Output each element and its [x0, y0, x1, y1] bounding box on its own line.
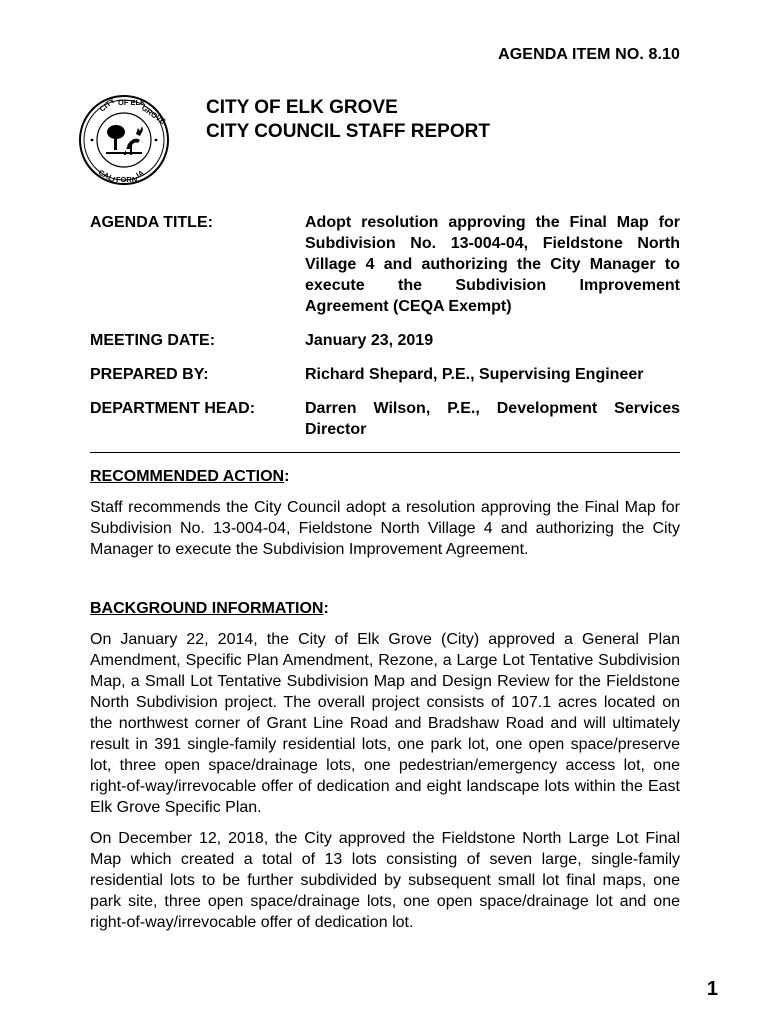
background-paragraph-2: On December 12, 2018, the City approved the Fieldstone North Large Lot Final Map which created a total of 13 lots consisting of seven large, single-family residential lots to be further subdivided by subsequent small lot final maps, one park site, three open space/drainage lots, one open space/drainage lot and one right-of-way/irrevocable offer of dedication lot.: [90, 830, 680, 931]
background-paragraph-1: On January 22, 2014, the City of Elk Grove (City) approved a General Plan Amendment, Specific Plan Amendment, Rezone, a Large Lot Tentative Subdivision Map, a Small Lot Tentative Subdivision Map and Design Review for the Fieldstone North Subdivision project. The overall project consists of 107.1 acres located on the northwest corner of Grant Line Road and Bradshaw Road and will ultimately result in 391 single-family residential lots, one park lot, one open space/preserve lot, three open space/drainage lots, one pedestrian/emergency access lot, one right-of-way/irrevocable offer of dedication and eight landscape lots within the East Elk Grove Specific Plan.: [90, 631, 680, 816]
agenda-title-row: [90, 212, 680, 317]
recommended-action-text: Staff recommends the City Council adopt a resolution approving the Final Map for Subdivision No. 13-004-04, Fieldstone North Village 4 and authorizing the City Manager to execute the Subdivision Improvement Agreement.: [90, 499, 680, 558]
background-heading: BACKGROUND INFORMATION:: [90, 600, 329, 617]
prepared-by-value: Richard Shepard, P.E., Supervising Engineer: [305, 366, 644, 383]
meeting-date-value: January 23, 2019: [305, 332, 434, 349]
section-divider: [90, 452, 680, 453]
recommended-action-section: [90, 466, 680, 560]
agenda-item-number: AGENDA ITEM NO. 8.10: [498, 46, 680, 63]
svg-text:CALI: CALI: [97, 167, 117, 184]
svg-text:IA: IA: [134, 168, 146, 180]
department-head-row: [90, 398, 680, 440]
background-section: [90, 598, 680, 933]
prepared-by-label: PREPARED BY:: [90, 366, 209, 383]
recommended-action-heading: RECOMMENDED ACTION:: [90, 468, 290, 485]
svg-text:FORN: FORN: [116, 175, 138, 184]
meeting-date-row: [90, 330, 680, 351]
report-title-line1: CITY OF ELK GROVE: [206, 97, 398, 118]
prepared-by-row: [90, 364, 680, 385]
report-title: [206, 96, 490, 144]
report-title-line2: CITY COUNCIL STAFF REPORT: [206, 121, 490, 142]
city-seal-logo: [78, 94, 170, 186]
department-head-label: DEPARTMENT HEAD:: [90, 400, 256, 417]
svg-text:GROVE: GROVE: [139, 103, 168, 127]
svg-text:OF ELK: OF ELK: [118, 98, 146, 107]
page-number: 1: [706, 978, 718, 1000]
department-head-value: Darren Wilson, P.E., Development Services Director: [305, 400, 680, 438]
svg-text:CITY: CITY: [97, 95, 117, 114]
agenda-title-label: AGENDA TITLE:: [90, 214, 213, 231]
meeting-date-label: MEETING DATE:: [90, 332, 216, 349]
agenda-title-value: Adopt resolution approving the Final Map for Subdivision No. 13-004-04, Fieldstone North Village 4 and authorizing the City Manager to execute the Subdivision Improvement Agreement (CEQA Exempt): [305, 214, 680, 315]
